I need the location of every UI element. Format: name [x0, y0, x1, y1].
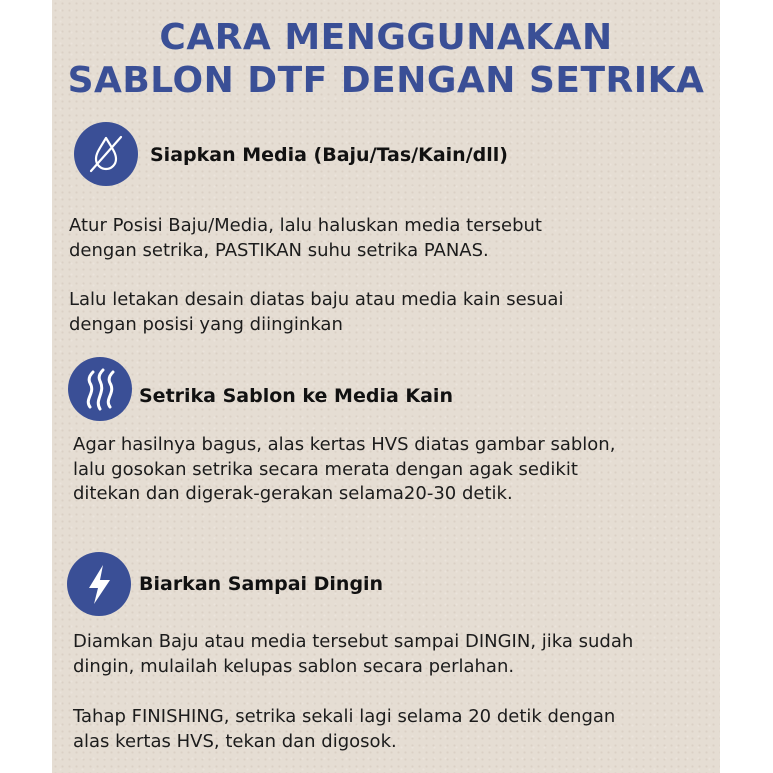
text-line: Tahap FINISHING, setrika sekali lagi selama 20 detik dengan: [73, 706, 616, 727]
step-3-heading: Biarkan Sampai Dingin: [139, 573, 384, 595]
page-title-line-2: SABLON DTF DENGAN SETRIKA: [67, 60, 705, 101]
text-line: Agar hasilnya bagus, alas kertas HVS diatas gambar sablon,: [73, 434, 616, 455]
text-line: ditekan dan digerak-gerakan selama20-30 detik.: [73, 483, 513, 504]
text-line: dingin, mulailah kelupas sablon secara perlahan.: [73, 655, 515, 677]
text-line: dengan posisi yang diinginkan: [69, 313, 343, 335]
step-3-paragraph-1: [73, 630, 633, 679]
heat-waves-icon: [68, 357, 132, 421]
step-2-paragraph-1: [73, 433, 615, 507]
step-1-paragraph-2: [69, 288, 563, 337]
step-1-paragraph-1: [69, 214, 542, 263]
text-line: Atur Posisi Baju/Media, lalu haluskan media tersebut: [69, 215, 542, 236]
text-line: Lalu letakan desain diatas baju atau media kain sesuai: [69, 289, 564, 310]
text-line: lalu gosokan setrika secara merata dengan agak sedikit: [73, 458, 578, 480]
page-title-line-1: CARA MENGGUNAKAN: [159, 17, 613, 58]
step-1-heading: Siapkan Media (Baju/Tas/Kain/dll): [150, 144, 508, 166]
step-2-heading: Setrika Sablon ke Media Kain: [139, 385, 453, 407]
no-drop-icon: [74, 122, 138, 186]
text-line: alas kertas HVS, tekan dan digosok.: [73, 730, 397, 752]
text-line: Diamkan Baju atau media tersebut sampai DINGIN, jika sudah: [73, 631, 634, 652]
text-line: dengan setrika, PASTIKAN suhu setrika PANAS.: [69, 239, 489, 261]
step-3-paragraph-2: [73, 705, 615, 754]
lightning-icon: [67, 552, 131, 616]
